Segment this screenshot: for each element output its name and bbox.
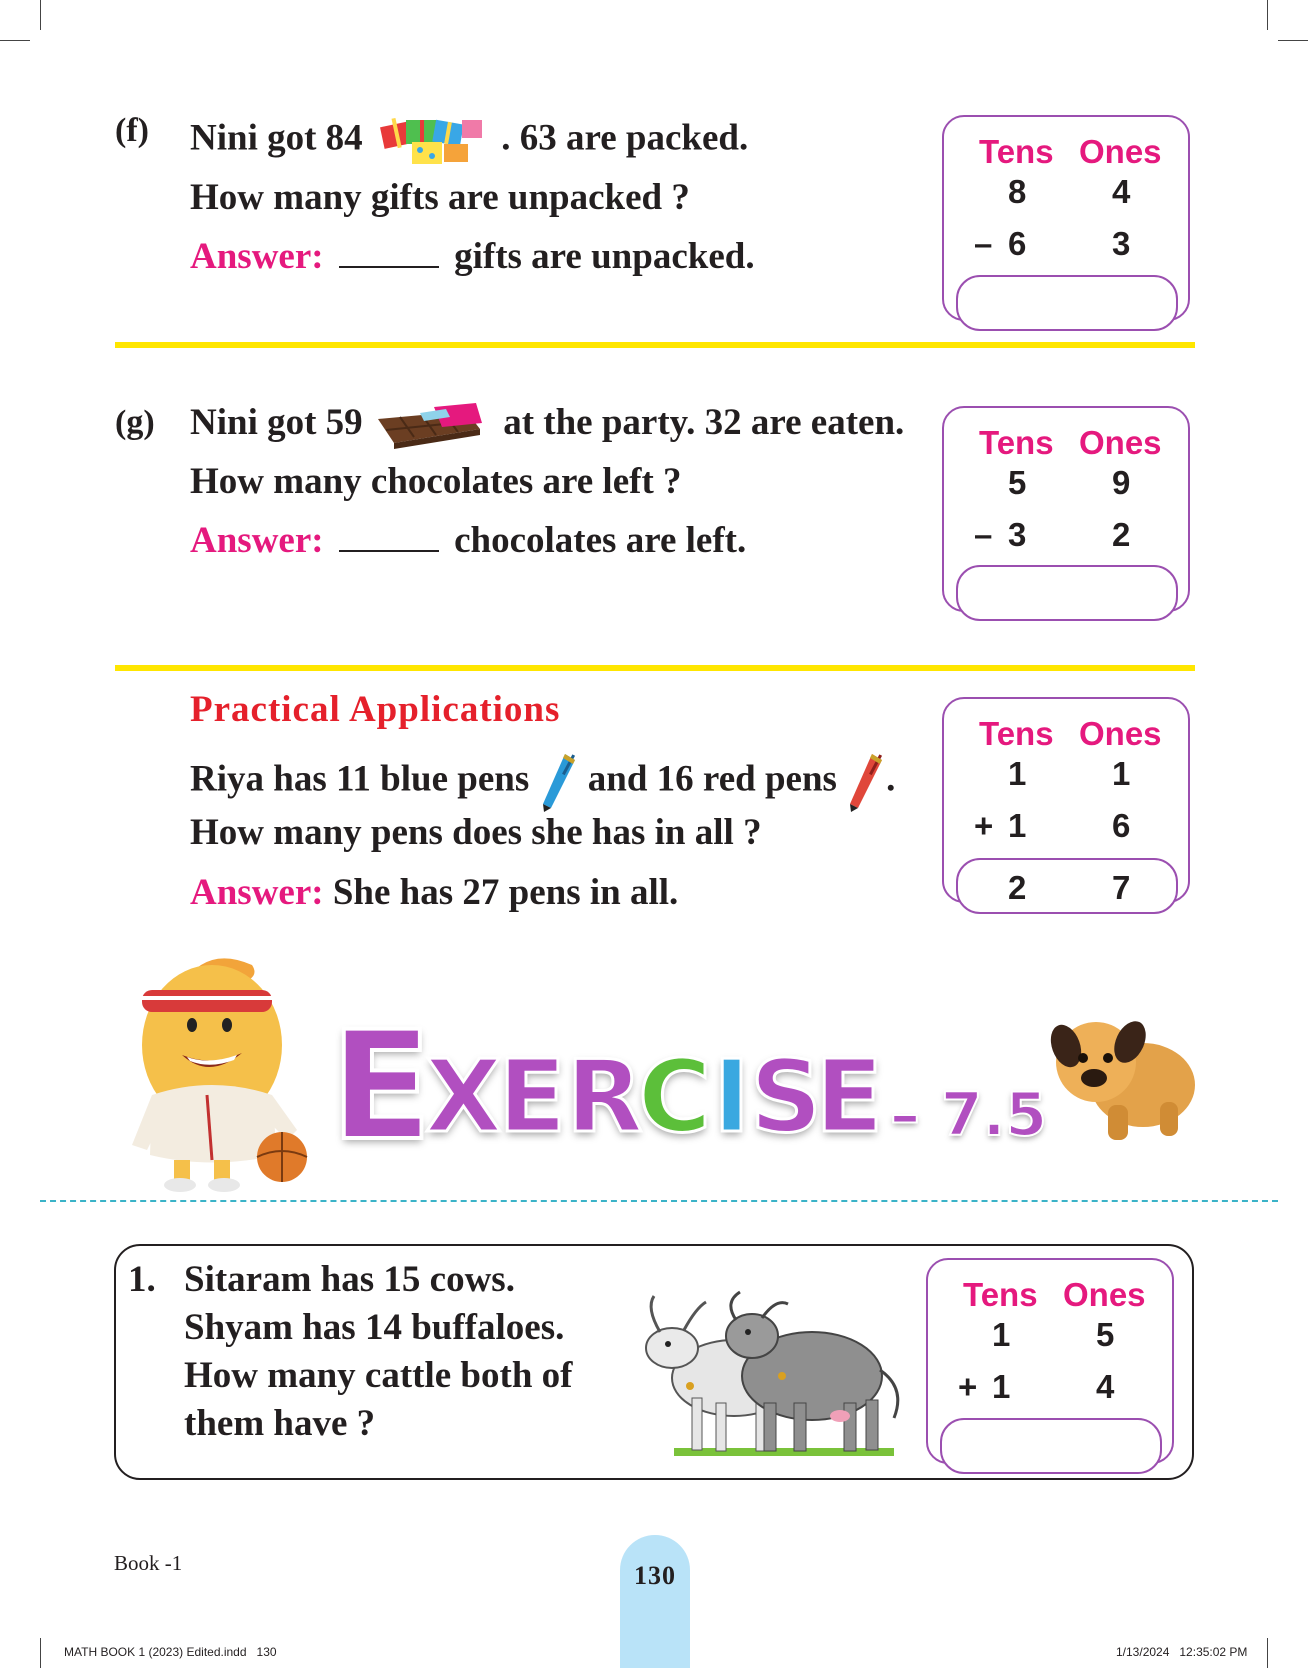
- ones-digit: 5: [1096, 1316, 1115, 1353]
- question-line-1: [190, 752, 895, 812]
- exercise-letter: I: [713, 1038, 751, 1155]
- answer-suffix: gifts are unpacked.: [454, 236, 755, 277]
- tens-digit: 8: [1008, 173, 1027, 210]
- question-line: How many cattle both of: [184, 1355, 573, 1396]
- tens-digit: 1: [1008, 755, 1027, 792]
- crop-mark: [40, 0, 41, 30]
- ones-label: Ones: [1079, 133, 1162, 170]
- ones-label: Ones: [1079, 424, 1162, 461]
- question-line: Shyam has 14 buffaloes.: [184, 1307, 565, 1348]
- question-text: and 16 red pens: [587, 758, 837, 800]
- book-label: Book -1: [114, 1551, 183, 1575]
- divider: [115, 665, 1195, 671]
- result-tens-digit: 2: [1008, 869, 1027, 906]
- cow-and-buffalo-illustration: [644, 1278, 914, 1468]
- question-line-1: [190, 401, 904, 449]
- section-heading: Practical Applications: [190, 689, 561, 730]
- answer-blank[interactable]: [339, 520, 439, 552]
- answer-box[interactable]: [956, 275, 1178, 331]
- tens-digit: 6: [1008, 225, 1027, 262]
- exercise-number: – 7.5: [890, 1080, 1048, 1150]
- result-ones-digit: 7: [1112, 869, 1131, 906]
- question-line-1: [190, 116, 748, 166]
- operator: +: [974, 807, 994, 844]
- exercise-question-box: [114, 1244, 1194, 1480]
- question-text: Nini got 59: [190, 402, 363, 443]
- operator: –: [974, 225, 993, 262]
- exercise-letter: E: [498, 1038, 567, 1155]
- section-divider: [40, 1200, 1278, 1202]
- answer-box: [956, 858, 1178, 914]
- exercise-letter: E: [815, 1038, 884, 1155]
- question-letter: (g): [115, 404, 155, 441]
- tens-label: Tens: [963, 1276, 1038, 1313]
- question-line-2: How many pens does she has in all ?: [190, 812, 762, 853]
- ones-digit: 1: [1112, 755, 1131, 792]
- ones-digit: 4: [1112, 173, 1131, 210]
- tens-digit: 1: [992, 1316, 1011, 1353]
- red-pen-icon: [846, 752, 886, 812]
- answer-box[interactable]: [956, 565, 1178, 621]
- page-number: 130: [634, 1561, 676, 1590]
- tens-digit: 1: [992, 1368, 1011, 1405]
- question-line-2: How many gifts are unpacked ?: [190, 177, 690, 218]
- answer-suffix: chocolates are left.: [454, 520, 747, 561]
- blue-pen-icon: [539, 752, 579, 812]
- ones-digit: 9: [1112, 464, 1131, 501]
- ones-label: Ones: [1079, 715, 1162, 752]
- answer-line: [190, 235, 755, 278]
- exercise-letter: X: [425, 1038, 503, 1155]
- operator: +: [958, 1368, 978, 1405]
- ones-digit: 4: [1096, 1368, 1115, 1405]
- question-text: .: [886, 758, 896, 800]
- question-line: Sitaram has 15 cows.: [184, 1259, 515, 1300]
- page-number-tab: [620, 1535, 690, 1668]
- question-text: Nini got 84: [190, 117, 363, 159]
- answer-blank[interactable]: [339, 236, 439, 268]
- operator: –: [974, 516, 993, 553]
- tens-label: Tens: [979, 133, 1054, 170]
- exercise-letter: R: [566, 1038, 644, 1155]
- crop-mark: [1267, 1638, 1268, 1668]
- answer-label: Answer:: [190, 520, 324, 561]
- question-text: Riya has 11 blue pens: [190, 758, 530, 800]
- answer-line: [190, 871, 678, 914]
- tens-digit: 1: [1008, 807, 1027, 844]
- tens-label: Tens: [979, 715, 1054, 752]
- answer-box[interactable]: [940, 1418, 1162, 1474]
- ones-digit: 2: [1112, 516, 1131, 553]
- answer-label: Answer:: [190, 236, 324, 277]
- question-number: 1.: [128, 1259, 156, 1300]
- divider: [115, 342, 1195, 348]
- potato-mascot-illustration: [112, 945, 322, 1195]
- exercise-letter: E: [330, 1000, 433, 1174]
- chocolate-bar-icon: [376, 403, 484, 449]
- question-letter: (f): [115, 112, 149, 149]
- question-line-2: How many chocolates are left ?: [190, 461, 682, 502]
- answer-line: [190, 519, 746, 562]
- file-name: MATH BOOK 1 (2023) Edited.indd 130: [64, 1645, 277, 1659]
- tens-digit: 3: [1008, 516, 1027, 553]
- ones-digit: 3: [1112, 225, 1131, 262]
- answer-text: She has 27 pens in all.: [332, 872, 679, 913]
- dog-illustration: [1048, 1010, 1198, 1150]
- tens-label: Tens: [979, 424, 1054, 461]
- exercise-letter: S: [750, 1038, 823, 1155]
- crop-mark: [1278, 40, 1308, 41]
- timestamp: 1/13/2024 12:35:02 PM: [1116, 1645, 1248, 1659]
- answer-label: Answer:: [190, 872, 324, 913]
- question-line: them have ?: [184, 1403, 376, 1444]
- ones-digit: 6: [1112, 807, 1131, 844]
- crop-mark: [1267, 0, 1268, 30]
- crop-mark: [40, 1638, 41, 1668]
- exercise-title: [330, 1000, 1070, 1174]
- tens-digit: 5: [1008, 464, 1027, 501]
- question-text: . 63 are packed.: [501, 117, 749, 159]
- gift-boxes-icon: [378, 116, 486, 166]
- ones-label: Ones: [1063, 1276, 1146, 1313]
- exercise-letter: C: [638, 1038, 712, 1155]
- question-text: at the party. 32 are eaten.: [503, 402, 905, 443]
- crop-mark: [0, 40, 30, 41]
